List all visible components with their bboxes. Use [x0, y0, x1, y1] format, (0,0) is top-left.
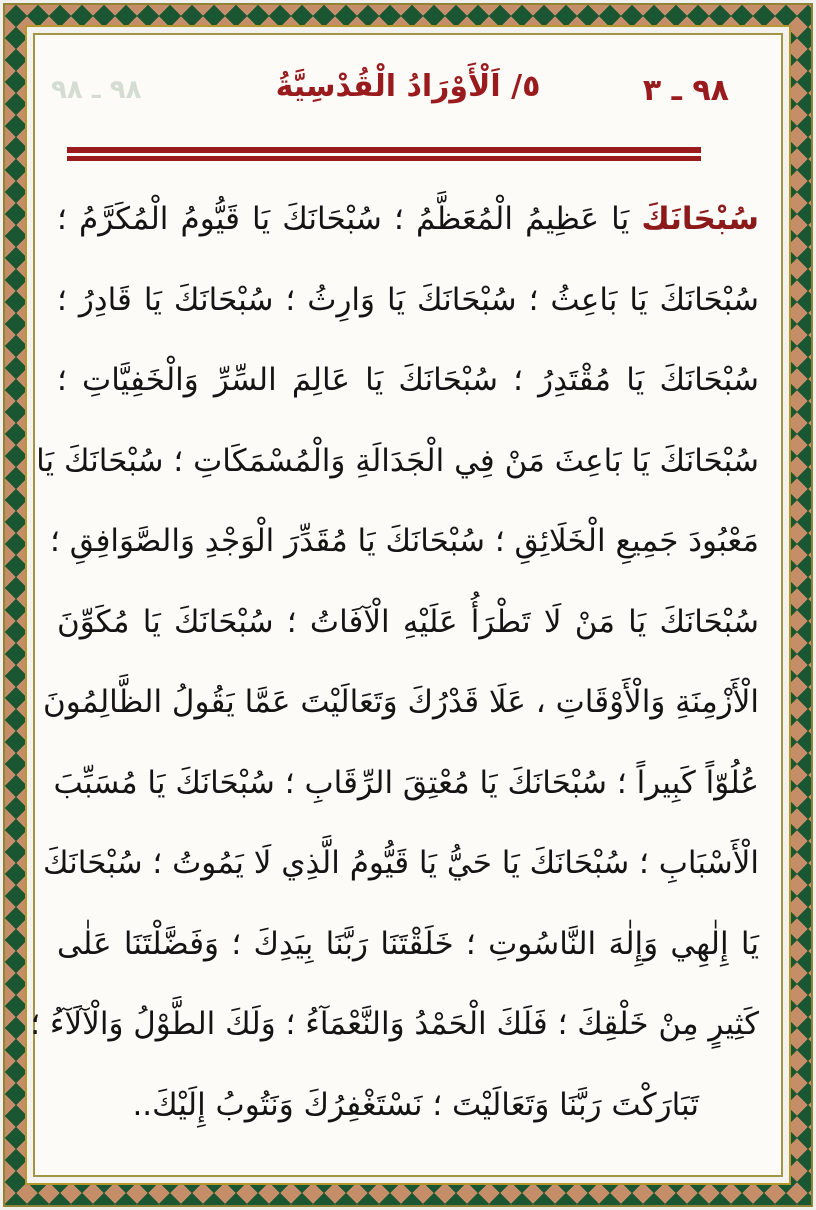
prayer-line-2: سُبْحَانَكَ يَا بَاعِثُ ؛ سُبْحَانَكَ يَا وَارِثُ ؛ سُبْحَانَكَ يَا قَادِرُ ؛ — [57, 281, 759, 318]
header-divider-rule — [67, 147, 701, 161]
prayer-line-1 — [57, 179, 759, 260]
prayer-line-12: تَبَارَكْتَ رَبَّنَا وَتَعَالَيْتَ ؛ نَسْتَغْفِرُكَ وَنَتُوبُ إِلَيْكَ.. — [132, 1086, 699, 1123]
page-header — [51, 61, 759, 133]
prayer-line-4: سُبْحَانَكَ يَا بَاعِثَ مَنْ فِي الْجَدَالَةِ وَالْمُسْمَكَاتِ ؛ سُبْحَانَكَ يَا — [36, 442, 759, 479]
prayer-line-8: عُلُوّاً كَبِيراً ؛ سُبْحَانَكَ يَا مُعْتِقَ الرِّقَابِ ؛ سُبْحَانَكَ يَا مُسَبِّبَ — [53, 764, 759, 801]
book-page — [30, 35, 781, 1175]
prayer-line-6: سُبْحَانَكَ يَا مَنْ لَا تَطْرَأُ عَلَيْهِ الْآفَاتُ ؛ سُبْحَانَكَ يَا مُكَوِّنَ — [57, 603, 759, 640]
prayer-line-5: مَعْبُودَ جَمِيعِ الْخَلَائِقِ ؛ سُبْحَانَكَ يَا مُقَدِّرَ الْوَجْدِ وَالصَّوَافِقِ ؛ — [50, 523, 759, 559]
prayer-line-10: يَا إِلٰهِي وَإِلٰهَ النَّاسُوتِ ؛ خَلَقْتَنَا رَبَّنَا بِيَدِكَ ؛ وَفَضَّلْتَنَا عَلٰى — [57, 925, 759, 962]
prayer-line-1-rest: يَا عَظِيمُ الْمُعَظَّمُ ؛ سُبْحَانَكَ يَا قَيُّومُ الْمُكَرَّمُ ؛ — [57, 201, 630, 237]
prayer-line-11: كَثِيرٍ مِنْ خَلْقِكَ ؛ فَلَكَ الْحَمْدُ وَالنَّعْمَآءُ ؛ وَلَكَ الطَّوْلُ وَالْآلَآءُ ؛ — [30, 1006, 759, 1042]
lead-word: سُبْحَانَكَ — [641, 201, 759, 237]
prayer-line-7: الْأَزْمِنَةِ وَالْأَوْقَاتِ ، عَلَا قَدْرُكَ وَتَعَالَيْتَ عَمَّا يَقُولُ الظَّالِمُونَ — [43, 684, 759, 720]
prayer-line-3: سُبْحَانَكَ يَا مُقْتَدِرُ ؛ سُبْحَانَكَ يَا عَالِمَ السِّرِّ وَالْخَفِيَّاتِ ؛ — [57, 362, 759, 398]
ghost-page-number: ٩٨ ـ ٩٨ — [51, 75, 142, 105]
frame-gap — [25, 25, 791, 1185]
ornament-border — [3, 3, 813, 1207]
prayer-line-9: الْأَسْبَابِ ؛ سُبْحَانَكَ يَا حَيُّ يَا قَيُّومُ الَّذِي لَا يَمُوتُ ؛ سُبْحَانَكَ — [43, 845, 759, 881]
page-title: ٥/ اَلْأَوْرَادُ الْقُدْسِيَّةُ — [275, 69, 541, 104]
page-number: ٩٨ ـ ٣ — [642, 73, 729, 108]
prayer-text — [30, 179, 759, 1145]
inner-frame — [30, 33, 783, 1177]
